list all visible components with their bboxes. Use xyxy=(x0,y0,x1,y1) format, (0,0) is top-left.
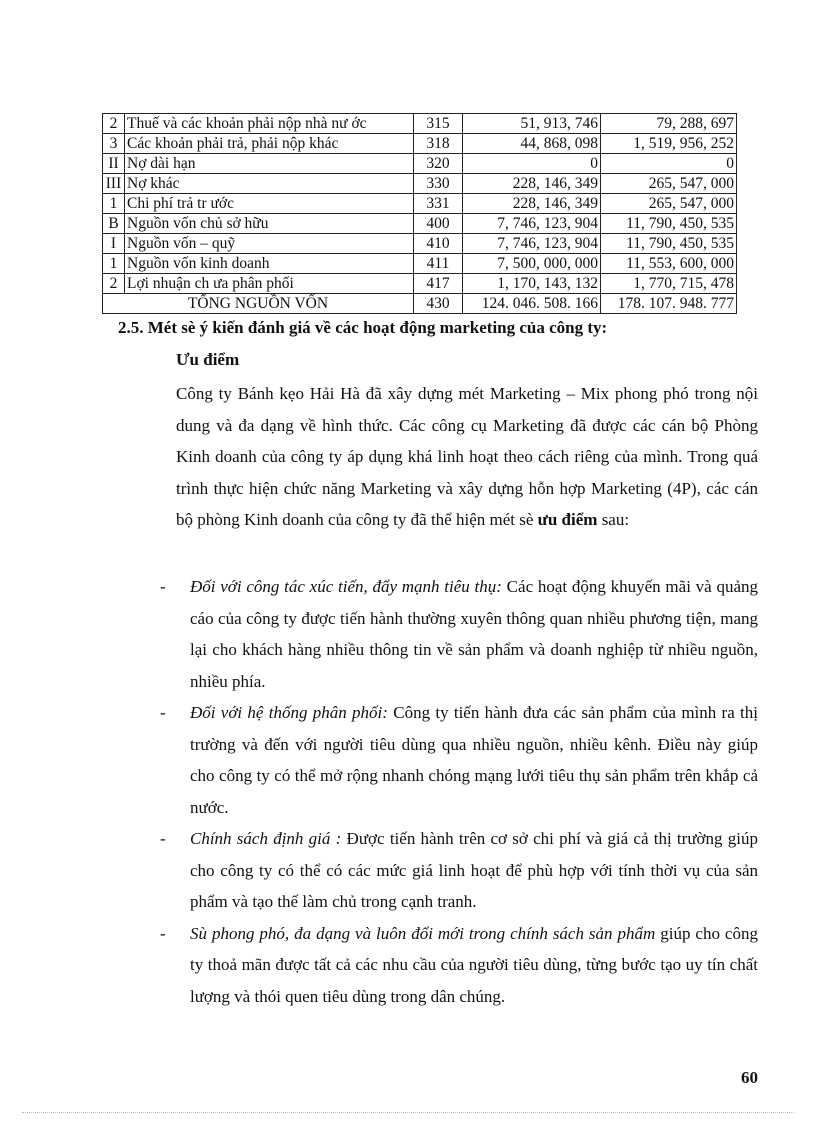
list-item xyxy=(160,571,758,697)
row-value-end: 11, 790, 450, 535 xyxy=(601,234,737,254)
list-item xyxy=(160,823,758,918)
row-code: 315 xyxy=(414,114,463,134)
subheading-advantages: Ưu điểm xyxy=(176,350,240,369)
row-code: 331 xyxy=(414,194,463,214)
table-row xyxy=(103,154,737,174)
row-number: 1 xyxy=(103,194,125,214)
row-value-end: 265, 547, 000 xyxy=(601,194,737,214)
row-label: Thuế và các khoản phải nộp nhà nư ớc xyxy=(125,114,414,134)
total-value-end: 178. 107. 948. 777 xyxy=(601,294,737,314)
intro-end-text: sau: xyxy=(597,510,630,529)
row-label: Chi phí trả tr ước xyxy=(125,194,414,214)
bullet-lead: Đối với công tác xúc tiến, đẩy mạnh tiêu thụ: xyxy=(190,577,502,596)
row-value-end: 265, 547, 000 xyxy=(601,174,737,194)
row-value-end: 11, 790, 450, 535 xyxy=(601,214,737,234)
section-heading: 2.5. Mét sè ý kiến đánh giá về các hoạt động marketing của công ty: xyxy=(118,318,608,337)
row-value-begin: 228, 146, 349 xyxy=(463,174,601,194)
bullet-lead: Đối với hệ thống phân phối: xyxy=(190,703,388,722)
balance-sheet-table xyxy=(102,113,737,314)
table-row xyxy=(103,174,737,194)
bullet-lead: Chính sách định giá : xyxy=(190,829,342,848)
bullet-text: Được tiến hành trên cơ sở chi phí và giá cả thị trường giúp cho công ty có thể có các mức giá linh hoạt để phù hợp với tính thời vụ của sản phẩm và tạo thế làm chủ trong cạnh tranh. xyxy=(190,829,758,911)
row-value-begin: 1, 170, 143, 132 xyxy=(463,274,601,294)
table-row xyxy=(103,234,737,254)
list-item xyxy=(160,918,758,1013)
row-code: 410 xyxy=(414,234,463,254)
row-label: Nợ khác xyxy=(125,174,414,194)
row-value-begin: 51, 913, 746 xyxy=(463,114,601,134)
row-number: 2 xyxy=(103,114,125,134)
row-number: 1 xyxy=(103,254,125,274)
row-label: Các khoản phải trả, phải nộp khác xyxy=(125,134,414,154)
bullet-text: Các hoạt động khuyến mãi và quảng cáo của công ty được tiến hành thường xuyên thông quan nhiều phương tiện, mang lại cho khách hàng nhiều thông tin về sản phẩm và doanh nghiệp từ nhiều nguồn, nhiều phía. xyxy=(190,577,759,691)
intro-bold-text: ưu điểm xyxy=(537,510,598,529)
row-value-begin: 0 xyxy=(463,154,601,174)
row-value-begin: 7, 500, 000, 000 xyxy=(463,254,601,274)
table-row xyxy=(103,194,737,214)
table-row xyxy=(103,254,737,274)
row-value-end: 0 xyxy=(601,154,737,174)
page-number: 60 xyxy=(741,1068,758,1087)
row-code: 411 xyxy=(414,254,463,274)
intro-text: Công ty Bánh kẹo Hải Hà đã xây dựng mét Marketing – Mix phong phó trong nội dung và đa dạng về hình thức. Các công cụ Marketing đã được các cán bộ Phòng Kinh doanh của công ty áp dụng khá linh hoạt theo cách riêng của mình. Trong quá trình thực hiện chức năng Marketing và xây dựng hỗn hợp Marketing (4P), các cán bộ phòng Kinh doanh của công ty đã thể hiện mét sè xyxy=(176,384,758,529)
row-value-end: 1, 519, 956, 252 xyxy=(601,134,737,154)
bullet-lead: Sù phong phó, đa dạng và luôn đổi mới trong chính sách sản phẩm xyxy=(190,923,656,943)
table-row xyxy=(103,274,737,294)
advantages-list xyxy=(160,571,758,1012)
row-code: 320 xyxy=(414,154,463,174)
bullet-dash: - xyxy=(160,577,166,596)
row-number: III xyxy=(103,174,125,194)
row-value-end: 79, 288, 697 xyxy=(601,114,737,134)
total-code: 430 xyxy=(414,294,463,314)
row-value-begin: 7, 746, 123, 904 xyxy=(463,234,601,254)
row-number: I xyxy=(103,234,125,254)
row-number: 3 xyxy=(103,134,125,154)
bullet-text: giúp cho công ty thoả mãn được tất cả các nhu cầu của người tiêu dùng, từng bước tạo uy tín chất lượng và thói quen tiêu dùng trong dân chúng. xyxy=(190,923,758,1006)
footer-divider xyxy=(22,1112,794,1113)
total-value-begin: 124. 046. 508. 166 xyxy=(463,294,601,314)
row-label: Nguồn vốn – quỹ xyxy=(125,234,414,254)
row-label: Nguồn vốn kinh doanh xyxy=(125,254,414,274)
row-value-begin: 44, 868, 098 xyxy=(463,134,601,154)
row-value-end: 1, 770, 715, 478 xyxy=(601,274,737,294)
row-value-end: 11, 553, 600, 000 xyxy=(601,254,737,274)
total-label: TỔNG NGUỒN VỐN xyxy=(103,294,414,314)
table-row xyxy=(103,114,737,134)
row-label: Nguồn vốn chủ sở hữu xyxy=(125,214,414,234)
bullet-dash: - xyxy=(160,703,166,722)
table-row xyxy=(103,134,737,154)
row-value-begin: 7, 746, 123, 904 xyxy=(463,214,601,234)
row-code: 318 xyxy=(414,134,463,154)
bullet-dash: - xyxy=(160,923,166,943)
row-value-begin: 228, 146, 349 xyxy=(463,194,601,214)
row-number: 2 xyxy=(103,274,125,294)
row-code: 330 xyxy=(414,174,463,194)
bullet-text: Công ty tiến hành đưa các sản phẩm của mình ra thị trường và đến với người tiêu dùng qua nhiều nguồn, nhiều kênh. Điều này giúp cho công ty có thể mở rộng nhanh chóng mạng lưới tiêu thụ sản phẩm trên khắp cả nước. xyxy=(190,703,758,817)
list-item xyxy=(160,697,758,823)
table-total-row xyxy=(103,294,737,314)
table-body xyxy=(103,114,737,314)
row-number: B xyxy=(103,214,125,234)
table-row xyxy=(103,214,737,234)
bullet-dash: - xyxy=(160,829,166,848)
intro-paragraph xyxy=(176,378,758,536)
row-label: Nợ dài hạn xyxy=(125,154,414,174)
row-label: Lợi nhuận ch ưa phân phối xyxy=(125,274,414,294)
row-number: II xyxy=(103,154,125,174)
row-code: 400 xyxy=(414,214,463,234)
row-code: 417 xyxy=(414,274,463,294)
